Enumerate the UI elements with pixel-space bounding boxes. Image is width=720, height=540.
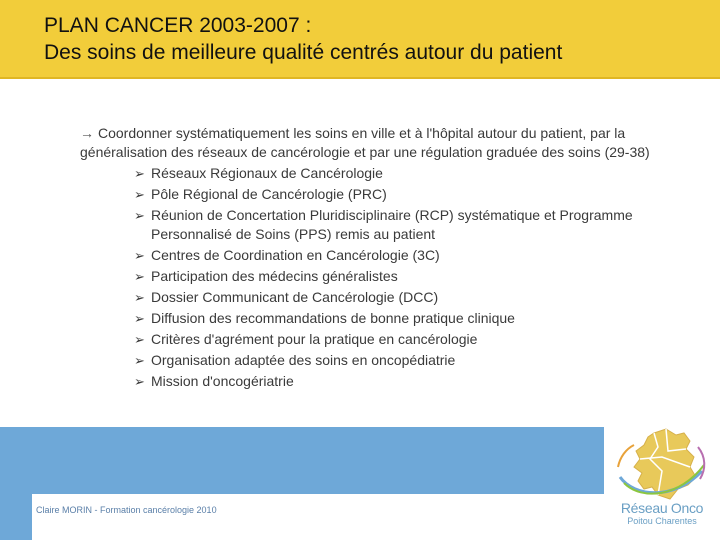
intro-paragraph [80, 124, 700, 162]
list-item [134, 288, 700, 307]
bullet-list [80, 164, 700, 391]
list-item [134, 246, 700, 265]
network-logo [604, 427, 720, 540]
list-item [134, 267, 700, 286]
logo-name: Réseau Onco [620, 500, 704, 516]
list-item-text: Organisation adaptée des soins en oncopédiatrie [151, 352, 456, 368]
list-item-text: Réunion de Concertation Pluridisciplinaire (RCP) systématique et Programme Personnalisé de Soins (PPS) remis au patient [151, 207, 633, 242]
list-item [134, 185, 700, 204]
list-item-text: Réseaux Régionaux de Cancérologie [151, 165, 383, 181]
list-item-text: Critères d'agrément pour la pratique en cancérologie [151, 331, 478, 347]
list-item [134, 372, 700, 391]
list-item-text: Mission d'oncogériatrie [151, 373, 294, 389]
logo-subtitle: Poitou Charentes [627, 516, 697, 526]
arrowhead-bullet-icon: ➢ [134, 374, 145, 389]
footer-credit: Claire MORIN - Formation cancérologie 2010 [36, 505, 217, 515]
arrowhead-bullet-icon: ➢ [134, 332, 145, 347]
header-rule [0, 77, 720, 79]
title-line-1: PLAN CANCER 2003-2007 : [44, 14, 312, 37]
region-map-icon [614, 427, 710, 501]
title-line-2: Des soins de meilleure qualité centrés autour du patient [44, 41, 563, 64]
arrowhead-bullet-icon: ➢ [134, 208, 145, 223]
list-item-text: Pôle Régional de Cancérologie (PRC) [151, 186, 387, 202]
list-item [134, 351, 700, 370]
arrowhead-bullet-icon: ➢ [134, 187, 145, 202]
arrowhead-bullet-icon: ➢ [134, 290, 145, 305]
arrowhead-bullet-icon: ➢ [134, 311, 145, 326]
list-item [134, 330, 700, 349]
arrowhead-bullet-icon: ➢ [134, 166, 145, 181]
list-item-text: Diffusion des recommandations de bonne pratique clinique [151, 310, 515, 326]
arrowhead-bullet-icon: ➢ [134, 248, 145, 263]
list-item-text: Participation des médecins généralistes [151, 268, 398, 284]
list-item [134, 206, 700, 244]
list-item-text: Centres de Coordination en Cancérologie (3C) [151, 247, 440, 263]
slide-title [44, 12, 704, 66]
arrowhead-bullet-icon: ➢ [134, 353, 145, 368]
footer-panel [32, 494, 604, 540]
arrow-right-icon: → [80, 125, 94, 141]
list-item [134, 164, 700, 183]
intro-text: Coordonner systématiquement les soins en ville et à l'hôpital autour du patient, par la généralisation des réseaux de cancérologie et par une régulation graduée des soins (29-38) [80, 125, 650, 160]
arrowhead-bullet-icon: ➢ [134, 269, 145, 284]
slide-content [80, 124, 700, 393]
list-item [134, 309, 700, 328]
list-item-text: Dossier Communicant de Cancérologie (DCC) [151, 289, 439, 305]
